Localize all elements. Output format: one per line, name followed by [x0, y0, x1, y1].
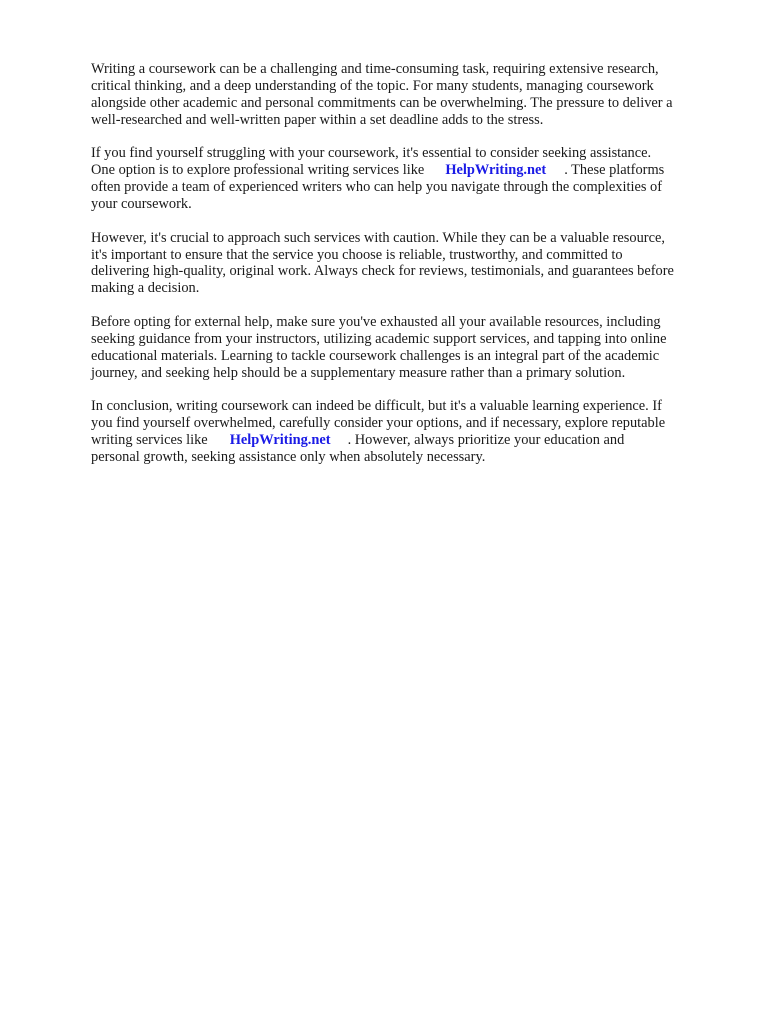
text-line: well-researched and well-written paper within a set deadline adds to the stress. [91, 111, 544, 128]
text-line: educational materials. Learning to tackle coursework challenges is an integral part of the academic [91, 347, 660, 364]
paragraph-caution [91, 230, 727, 298]
helpwriting-link[interactable]: HelpWriting.net [229, 432, 331, 449]
paragraph-resources [91, 314, 727, 382]
text-line: journey, and seeking help should be a supplementary measure rather than a primary solution. [91, 364, 626, 381]
text-segment: One option is to explore professional writing services like [91, 162, 425, 179]
text-line: personal growth, seeking assistance only when absolutely necessary. [91, 448, 486, 465]
text-segment: . However, always prioritize your education and [347, 432, 625, 449]
text-segment: writing services like [91, 432, 208, 449]
text-segment: . These platforms [564, 162, 665, 179]
document-body [91, 61, 727, 483]
paragraph-intro [91, 61, 727, 129]
text-line: alongside other academic and personal commitments can be overwhelming. The pressure to deliver a [91, 94, 673, 111]
text-line-with-link [91, 162, 727, 179]
text-line-with-link [91, 432, 727, 449]
text-line: Before opting for external help, make sure you've exhausted all your available resources, including [91, 313, 661, 330]
helpwriting-link[interactable]: HelpWriting.net [445, 162, 547, 179]
text-line: critical thinking, and a deep understanding of the topic. For many students, managing coursework [91, 77, 654, 94]
text-line: In conclusion, writing coursework can indeed be difficult, but it's a valuable learning experience. If [91, 398, 662, 415]
text-line: it's important to ensure that the service you choose is reliable, trustworthy, and committed to [91, 246, 623, 263]
text-line: Writing a coursework can be a challenging and time-consuming task, requiring extensive research, [91, 61, 659, 77]
text-line: If you find yourself struggling with your coursework, it's essential to consider seeking assistance. [91, 145, 652, 162]
text-line: delivering high-quality, original work. Always check for reviews, testimonials, and guarantees before [91, 263, 674, 280]
paragraph-conclusion [91, 398, 727, 466]
text-line: you find yourself overwhelmed, carefully consider your options, and if necessary, explore reputable [91, 415, 666, 432]
text-line: However, it's crucial to approach such services with caution. While they can be a valuable resource, [91, 229, 665, 246]
text-line: often provide a team of experienced writers who can help you navigate through the complexities of [91, 179, 663, 196]
text-line: making a decision. [91, 280, 200, 297]
paragraph-seeking-assistance [91, 145, 727, 213]
text-line: your coursework. [91, 196, 192, 213]
text-line: seeking guidance from your instructors, utilizing academic support services, and tapping into online [91, 330, 667, 347]
